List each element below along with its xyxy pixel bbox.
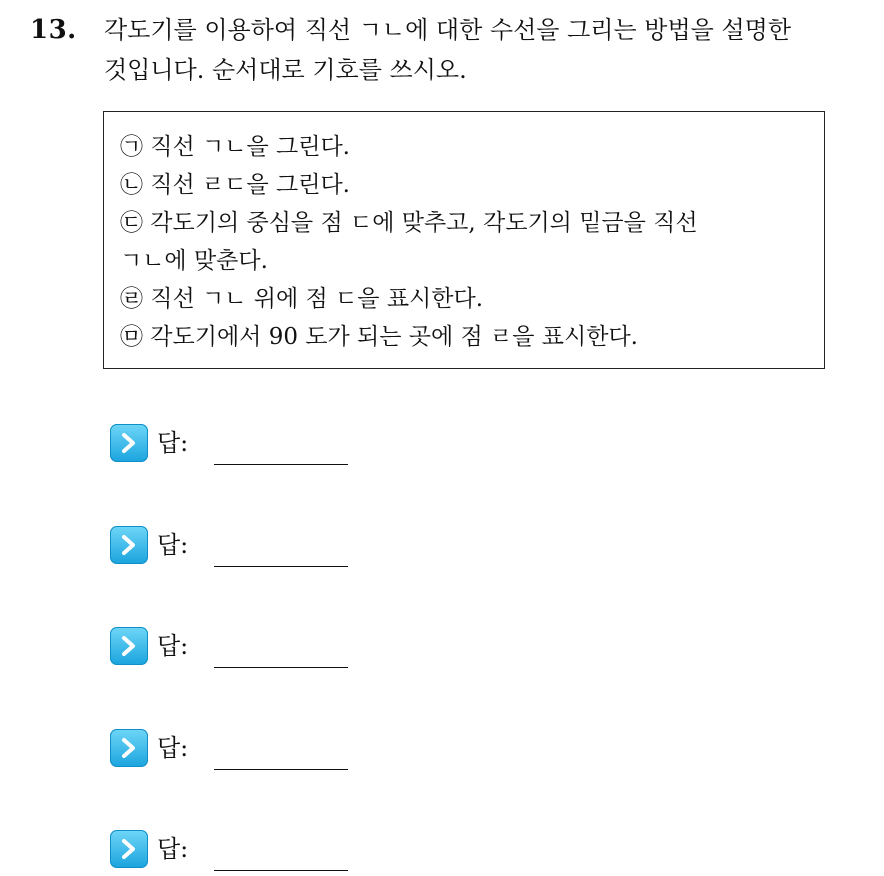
- chevron-right-icon: [110, 424, 148, 462]
- steps-list: [120, 128, 810, 356]
- answer-label: 답:: [157, 429, 189, 457]
- answer-row[interactable]: [110, 526, 370, 566]
- steps-box: [103, 111, 825, 369]
- question-number: 13.: [30, 15, 77, 45]
- question-text: 각도기를 이용하여 직선 ㄱㄴ에 대한 수선을 그리는 방법을 설명한 것입니다. 순서대로 기호를 쓰시오.: [104, 16, 791, 84]
- answer-row[interactable]: [110, 830, 370, 870]
- answer-row[interactable]: [110, 729, 370, 769]
- chevron-right-icon: [110, 627, 148, 665]
- step-item: ㉢ 각도기의 중심을 점 ㄷ에 맞추고, 각도기의 밑금을 직선 ㄱㄴ에 맞춘다.: [120, 210, 698, 274]
- answer-blank[interactable]: [214, 870, 348, 871]
- step-item: ㉠ 직선 ㄱㄴ을 그린다.: [120, 134, 350, 160]
- chevron-right-icon: [110, 729, 148, 767]
- answer-label: 답:: [157, 632, 189, 660]
- answer-blank[interactable]: [214, 769, 348, 770]
- answer-blank[interactable]: [214, 566, 348, 567]
- answer-label: 답:: [157, 835, 189, 863]
- chevron-right-icon: [110, 526, 148, 564]
- answer-row[interactable]: [110, 424, 370, 464]
- answer-label: 답:: [157, 734, 189, 762]
- answer-row[interactable]: [110, 627, 370, 667]
- chevron-right-icon: [110, 830, 148, 868]
- answer-blank[interactable]: [214, 464, 348, 465]
- step-item: ㉤ 각도기에서 90 도가 되는 곳에 점 ㄹ을 표시한다.: [120, 324, 638, 350]
- step-item: ㉣ 직선 ㄱㄴ 위에 점 ㄷ을 표시한다.: [120, 286, 484, 312]
- answer-blank[interactable]: [214, 667, 348, 668]
- step-item: ㉡ 직선 ㄹㄷ을 그린다.: [120, 172, 350, 198]
- answer-label: 답:: [157, 531, 189, 559]
